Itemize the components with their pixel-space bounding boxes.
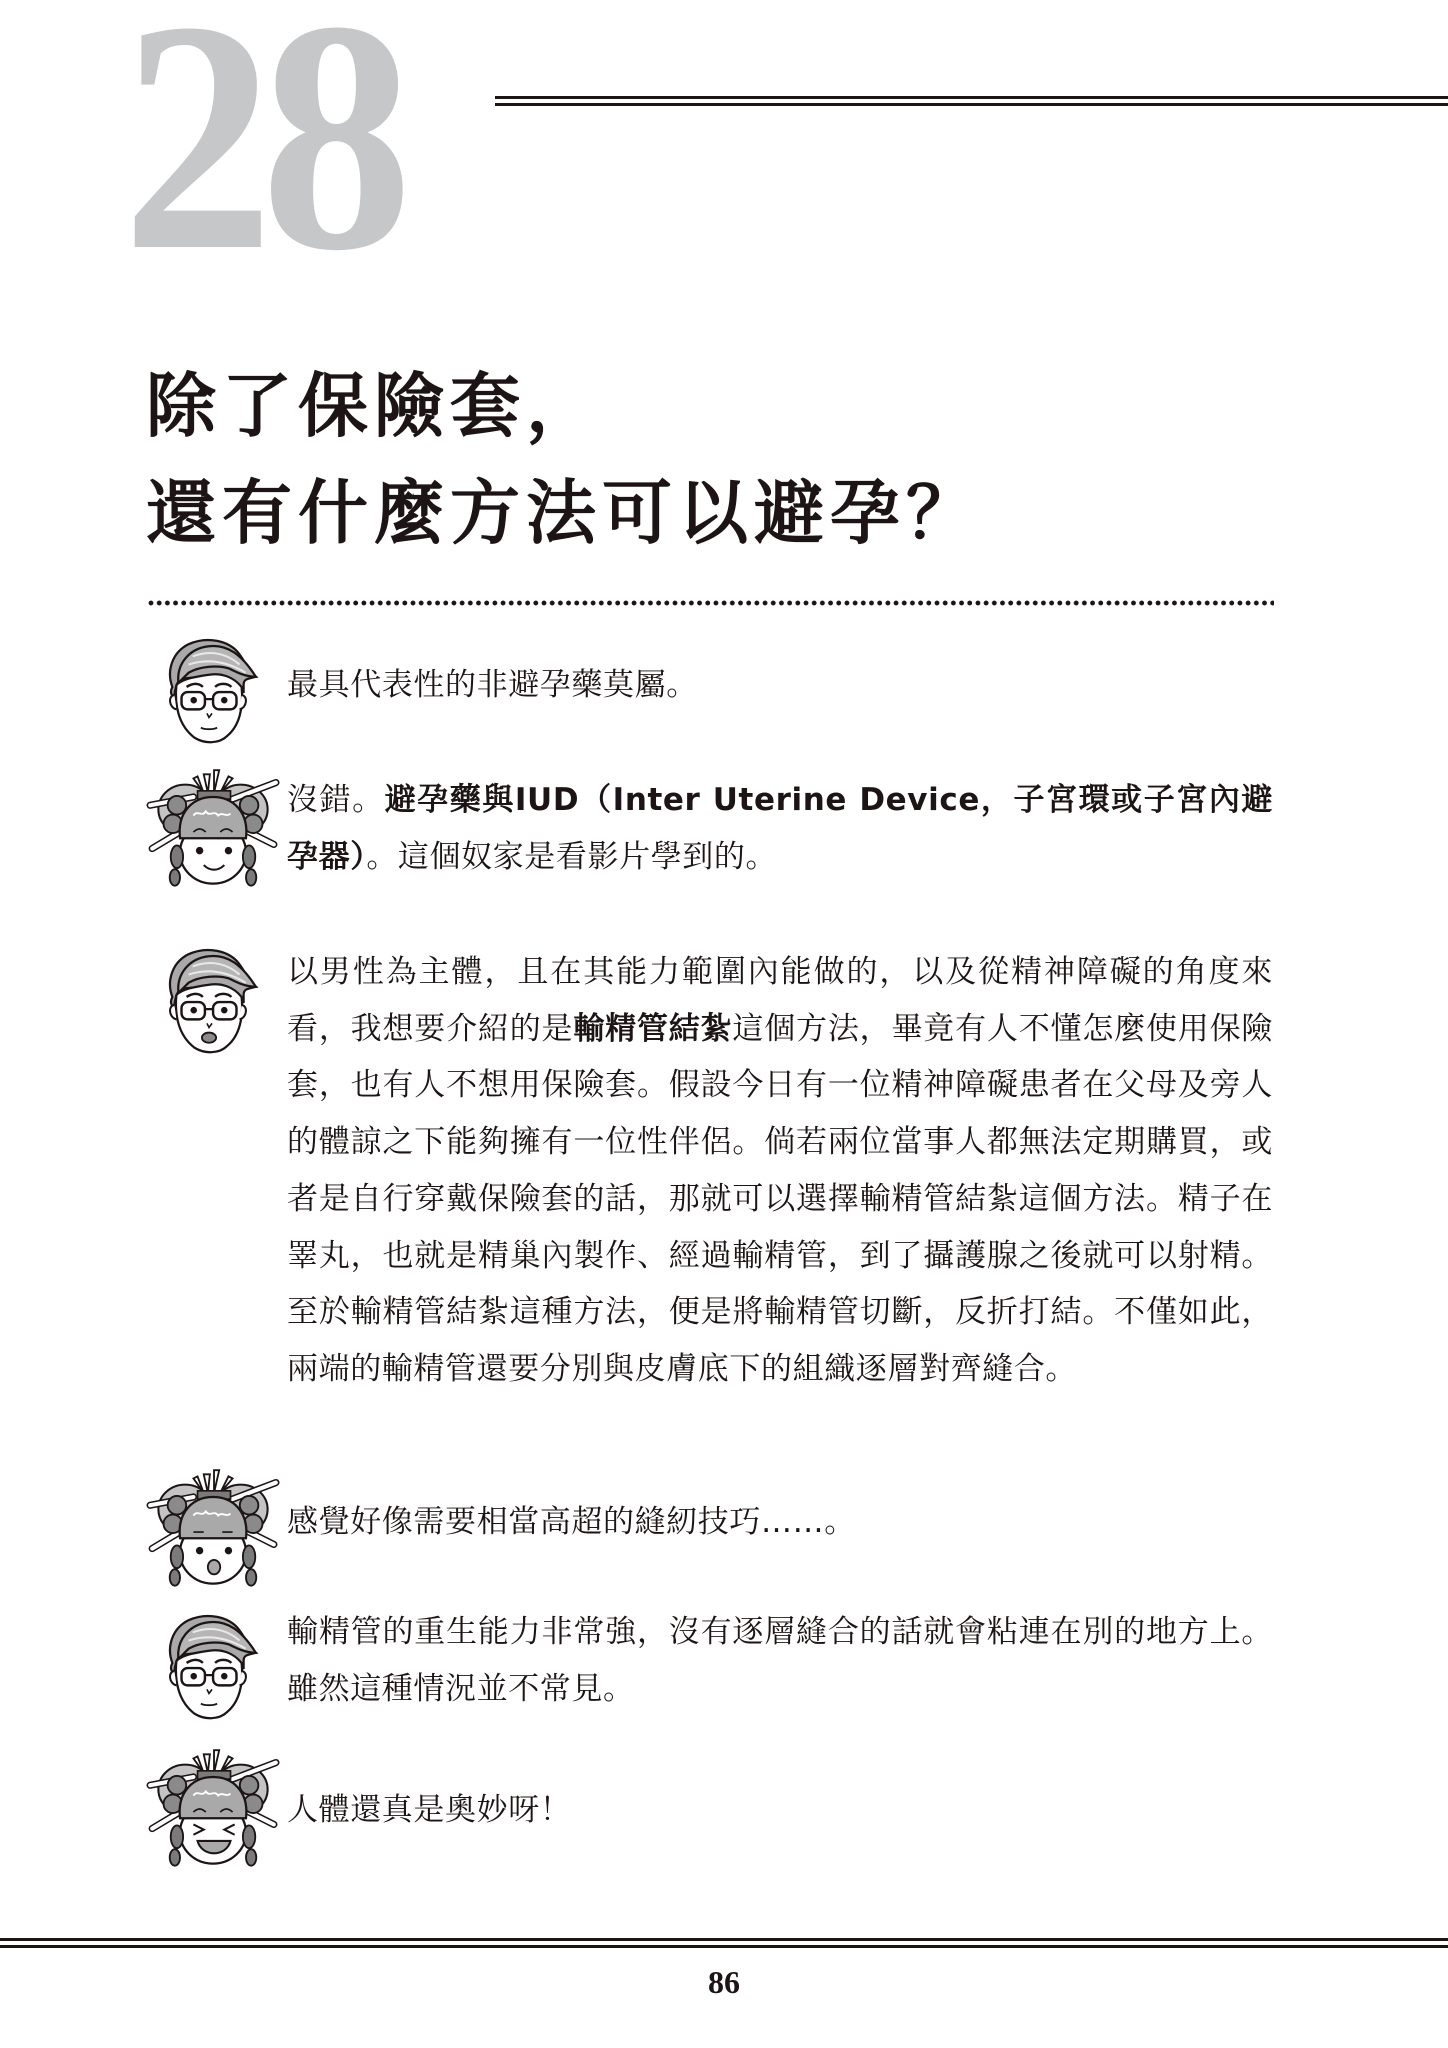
speech-text <box>287 1494 1273 1551</box>
speech-text <box>287 1782 1273 1839</box>
page-number: 86 <box>708 1964 740 2000</box>
chapter-title-line-1: 除了保險套， <box>146 364 602 447</box>
speech-segment: 最具代表性的非避孕藥莫屬。 <box>287 667 698 703</box>
doctor-avatar-icon <box>158 634 260 746</box>
speech-text <box>287 1604 1273 1717</box>
doctor-surprised-avatar-icon <box>158 944 260 1056</box>
speech-segment: 感覺好像需要相當高超的縫紉技巧……。 <box>287 1504 856 1540</box>
speech-segment-bold: 避孕藥與IUD（Inter Uterine Device，子宮環或子宮內避孕器） <box>287 782 1273 875</box>
dotted-separator <box>148 600 1274 606</box>
speech-segment: 。這個奴家是看影片學到的。 <box>366 838 778 875</box>
speech-segment: 這個方法，畢竟有人不懂怎麼使用保險套，也有人不想用保險套。假設今日有一位精神障礙患者在父母及旁人的體諒之下能夠擁有一位性伴侶。倘若兩位當事人都無法定期購買，或者是自行穿戴保險套的話，那就可以選擇輸精管結紮這個方法。精子在睪丸，也就是精巢內製作、經過輸精管，到了攝護腺之後就可以射精。至於輸精管結紮這種方法，便是將輸精管切斷，反折打結。不僅如此，兩端的輸精管還要分別與皮膚底下的組織逐層對齊縫合。 <box>287 1010 1274 1387</box>
chapter-title-line-2: 還有什麼方法可以避孕？ <box>146 471 982 554</box>
speech-text <box>287 657 1273 714</box>
header-double-rule <box>495 96 1448 106</box>
doctor-avatar-icon <box>158 1610 260 1722</box>
speech-segment: 以男性為主體，且在其能力範圍內能做的，以及從精神障礙的角度來看，我想要介紹的是 <box>287 954 1273 1047</box>
chapter-number: 28 <box>122 0 400 319</box>
girl-avatar-icon <box>146 768 280 892</box>
speech-segment-bold: 輸精管結紮 <box>573 1010 733 1047</box>
speech-segment: 人體還真是奧妙呀！ <box>287 1792 572 1828</box>
chapter-title <box>146 352 982 566</box>
footer-double-rule <box>0 1938 1448 1948</box>
girl-surprised-avatar-icon <box>146 1468 280 1592</box>
speech-segment: 輸精管的重生能力非常強，沒有逐層縫合的話就會粘連在別的地方上。雖然這種情況並不常見。 <box>287 1614 1273 1707</box>
speech-text <box>287 772 1273 885</box>
speech-text <box>287 944 1273 1398</box>
girl-laughing-avatar-icon <box>146 1748 280 1872</box>
speech-segment: 沒錯。 <box>287 782 385 818</box>
